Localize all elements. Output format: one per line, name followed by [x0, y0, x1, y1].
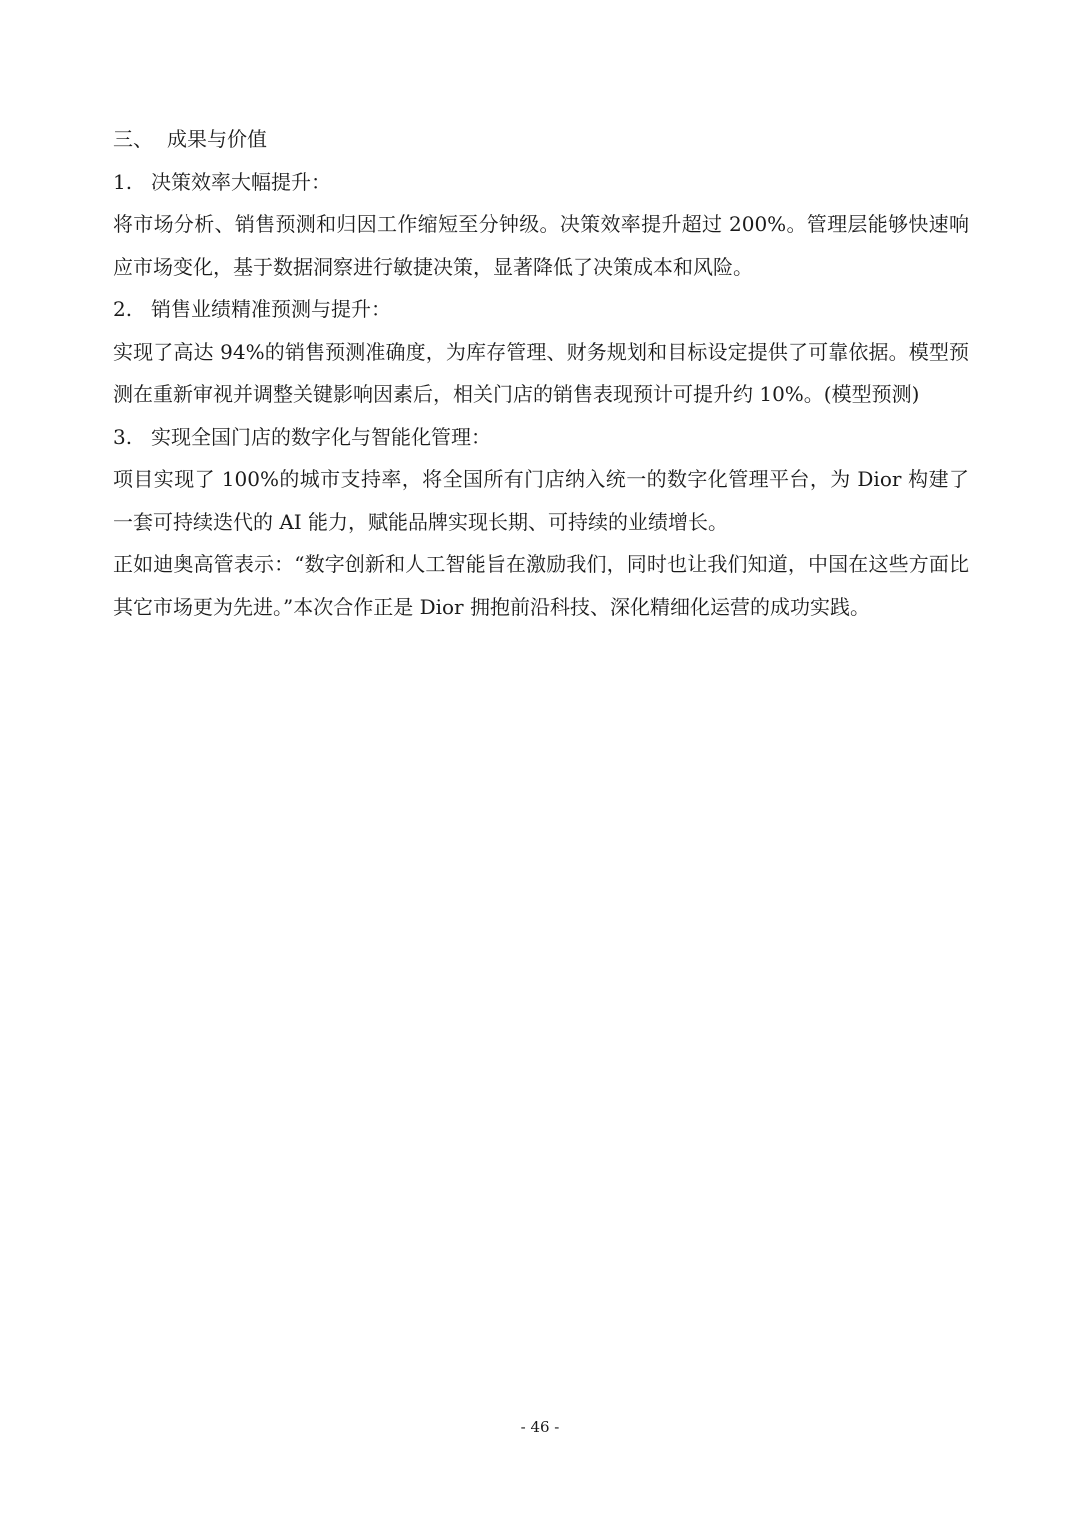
item-title-2: 销售业绩精准预测与提升：	[151, 297, 391, 321]
section-number: 三、	[113, 127, 153, 151]
item-heading-1	[113, 161, 969, 204]
item-heading-2	[113, 288, 969, 331]
section-title: 成果与价值	[167, 127, 267, 151]
page-number: - 46 -	[520, 1418, 560, 1436]
section-heading	[113, 118, 969, 161]
item-paragraph-1: 将市场分析、销售预测和归因工作缩短至分钟级。决策效率提升超过 200%。管理层能够快速响应市场变化，基于数据洞察进行敏捷决策，显著降低了决策成本和风险。	[113, 212, 969, 279]
item-number-2: 2.	[113, 297, 133, 321]
item-heading-3	[113, 416, 969, 459]
item-title-1: 决策效率大幅提升：	[151, 169, 331, 194]
item-number-3: 3.	[113, 424, 133, 449]
page-content	[113, 118, 969, 628]
quote-paragraph: 正如迪奥高管表示：“数字创新和人工智能旨在激励我们，同时也让我们知道，中国在这些方面比其它市场更为先进。”本次合作正是 Dior 拥抱前沿科技、深化精细化运营的成功实践。	[113, 552, 969, 619]
item-title-3: 实现全国门店的数字化与智能化管理：	[151, 424, 491, 449]
item-paragraph-3: 项目实现了 100%的城市支持率，将全国所有门店纳入统一的数字化管理平台，为 Dior 构建了一套可持续迭代的 AI 能力，赋能品牌实现长期、可持续的业绩增长。	[113, 467, 969, 534]
item-paragraph-2: 实现了高达 94%的销售预测准确度，为库存管理、财务规划和目标设定提供了可靠依据。模型预测在重新审视并调整关键影响因素后，相关门店的销售表现预计可提升约 10%。(模型预测)	[113, 339, 969, 406]
item-number-1: 1.	[113, 169, 133, 194]
